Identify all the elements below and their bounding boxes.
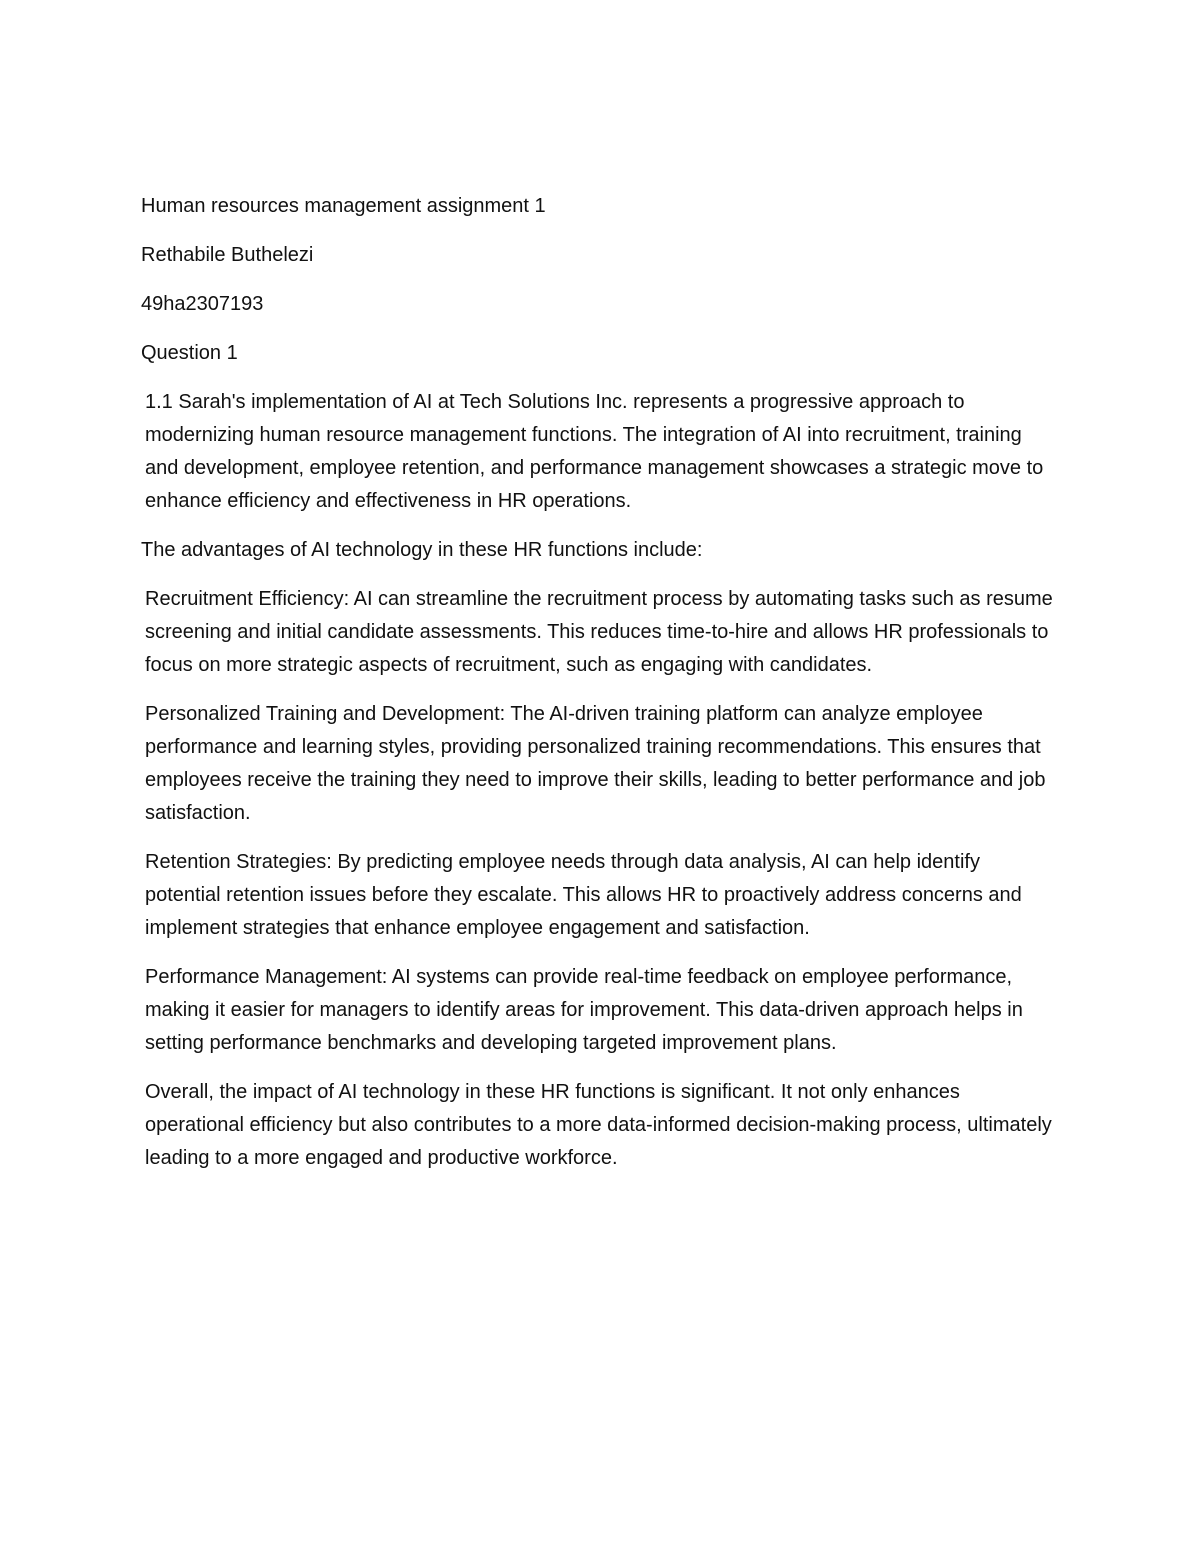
author-name: Rethabile Buthelezi — [141, 244, 314, 266]
paragraph-training: Personalized Training and Development: The AI-driven training platform can analyze employee performance and learning styles, providing personalized training recommendations. This ensures that employees receive the training they need to improve their skills, leading to better performance and job satisfaction. — [145, 703, 1046, 824]
paragraph-recruitment: Recruitment Efficiency: AI can streamline the recruitment process by automating tasks such as resume screening and initial candidate assessments. This reduces time-to-hire and allows HR professionals to focus on more strategic aspects of recruitment, such as engaging with candidates. — [145, 588, 1053, 676]
question-heading: Question 1 — [141, 342, 238, 364]
student-number: 49ha2307193 — [141, 293, 264, 315]
paragraph-overall: Overall, the impact of AI technology in these HR functions is significant. It not only enhances operational efficiency but also contributes to a more data-informed decision-making process, ultimately leading to a more engaged and productive workforce. — [145, 1081, 1052, 1169]
document-body — [141, 190, 1059, 1191]
paragraph-intro: 1.1 Sarah's implementation of AI at Tech Solutions Inc. represents a progressive approach to modernizing human resource management functions. The integration of AI into recruitment, training and development, employee retention, and performance management showcases a strategic move to enhance efficiency and effectiveness in HR operations. — [145, 391, 1044, 512]
document-title: Human resources management assignment 1 — [141, 195, 546, 217]
paragraph-retention: Retention Strategies: By predicting employee needs through data analysis, AI can help identify potential retention issues before they escalate. This allows HR to proactively address concerns and implement strategies that enhance employee engagement and satisfaction. — [145, 851, 1022, 939]
paragraph-advantages-lead: The advantages of AI technology in these HR functions include: — [141, 539, 703, 561]
paragraph-performance: Performance Management: AI systems can provide real-time feedback on employee performance, making it easier for managers to identify areas for improvement. This data-driven approach helps in setting performance benchmarks and developing targeted improvement plans. — [145, 966, 1023, 1054]
